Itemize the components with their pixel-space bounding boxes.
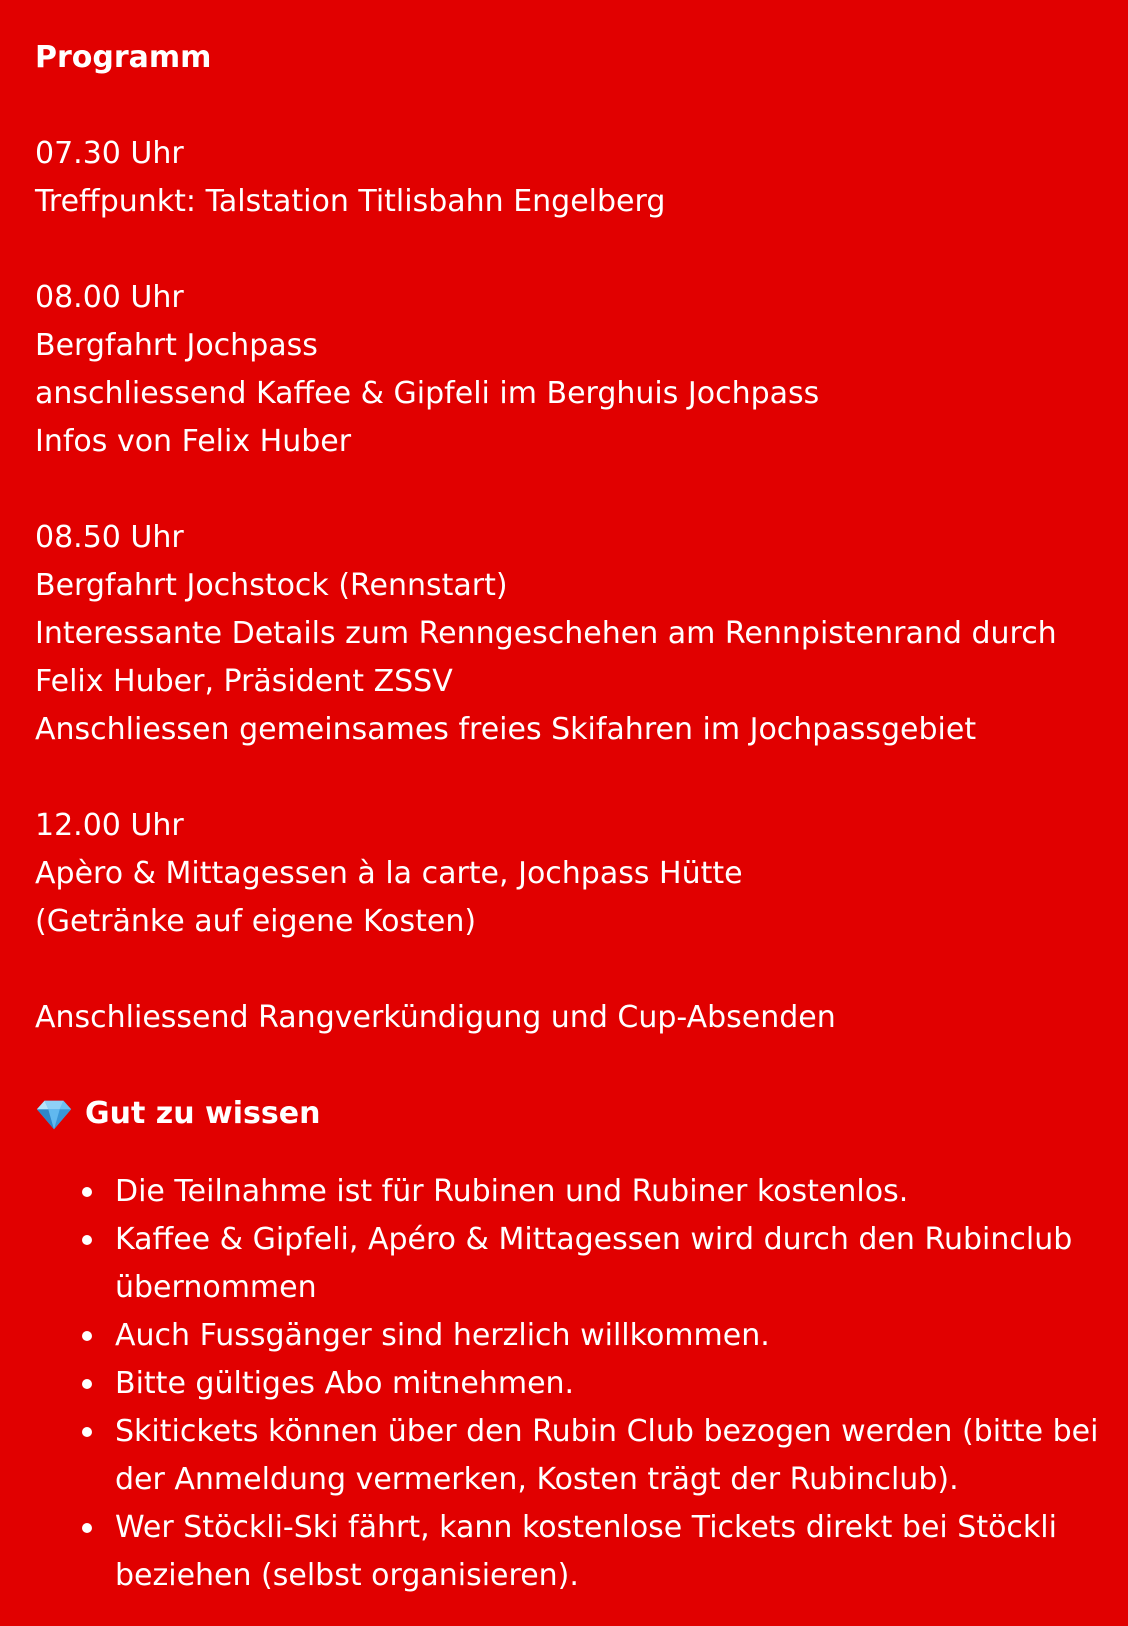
program-heading: Programm [35,40,212,75]
list-item [115,1216,1105,1312]
bullet [82,1187,92,1197]
bullet [82,1523,92,1533]
schedule-block-0800 [35,274,1105,466]
bullet [82,1331,92,1341]
list-item [115,1360,1105,1408]
schedule-time: 07.30 Uhr [35,136,184,171]
program-content [35,34,1105,1600]
bullet [82,1235,92,1245]
list-item [115,1504,1105,1600]
bullet [82,1379,92,1389]
list-item [115,1168,1105,1216]
schedule-line: Interessante Details zum Renngeschehen am Rennpistenrand durch [35,616,1057,651]
schedule-line: Treffpunkt: Talstation Titlisbahn Engelberg [35,184,666,219]
schedule-line: (Getränke auf eigene Kosten) [35,904,477,939]
schedule-time: 08.50 Uhr [35,520,184,555]
gem-icon [35,1095,73,1133]
closing-block [35,994,1105,1042]
list-item [115,1312,1105,1360]
schedule-block-1200 [35,802,1105,946]
closing-line: Anschliessend Rangverkündigung und Cup-Absenden [35,1000,836,1035]
schedule-time: 08.00 Uhr [35,280,184,315]
schedule-line: Bergfahrt Jochpass [35,328,318,363]
schedule-line: Anschliessen gemeinsames freies Skifahren im Jochpassgebiet [35,712,977,747]
schedule-block-0850 [35,514,1105,754]
schedule-time: 12.00 Uhr [35,808,184,843]
list-item-text: Wer Stöckli-Ski fährt, kann kostenlose Tickets direkt bei Stöckli beziehen (selbst organisieren). [115,1510,1057,1593]
schedule-line: Apèro & Mittagessen à la carte, Jochpass Hütte [35,856,743,891]
info-heading-text: Gut zu wissen [85,1096,321,1131]
bullet [82,1427,92,1437]
list-item-text: Bitte gültiges Abo mitnehmen. [115,1366,575,1401]
schedule-line: Bergfahrt Jochstock (Rennstart) [35,568,508,603]
info-list [35,1168,1105,1600]
schedule-line: Felix Huber, Präsident ZSSV [35,664,453,699]
list-item-text: Die Teilnahme ist für Rubinen und Rubiner kostenlos. [115,1174,909,1209]
schedule-line: Infos von Felix Huber [35,424,352,459]
schedule-line: anschliessend Kaffee & Gipfeli im Berghuis Jochpass [35,376,820,411]
schedule-block-0730 [35,130,1105,226]
list-item-text: Skitickets können über den Rubin Club bezogen werden (bitte bei der Anmeldung vermerken, Kosten trägt der Rubinclub). [115,1414,1099,1497]
list-item-text: Auch Fussgänger sind herzlich willkommen. [115,1318,770,1353]
list-item-text: Kaffee & Gipfeli, Apéro & Mittagessen wird durch den Rubinclub übernommen [115,1222,1073,1305]
info-heading [35,1090,1105,1138]
list-item [115,1408,1105,1504]
